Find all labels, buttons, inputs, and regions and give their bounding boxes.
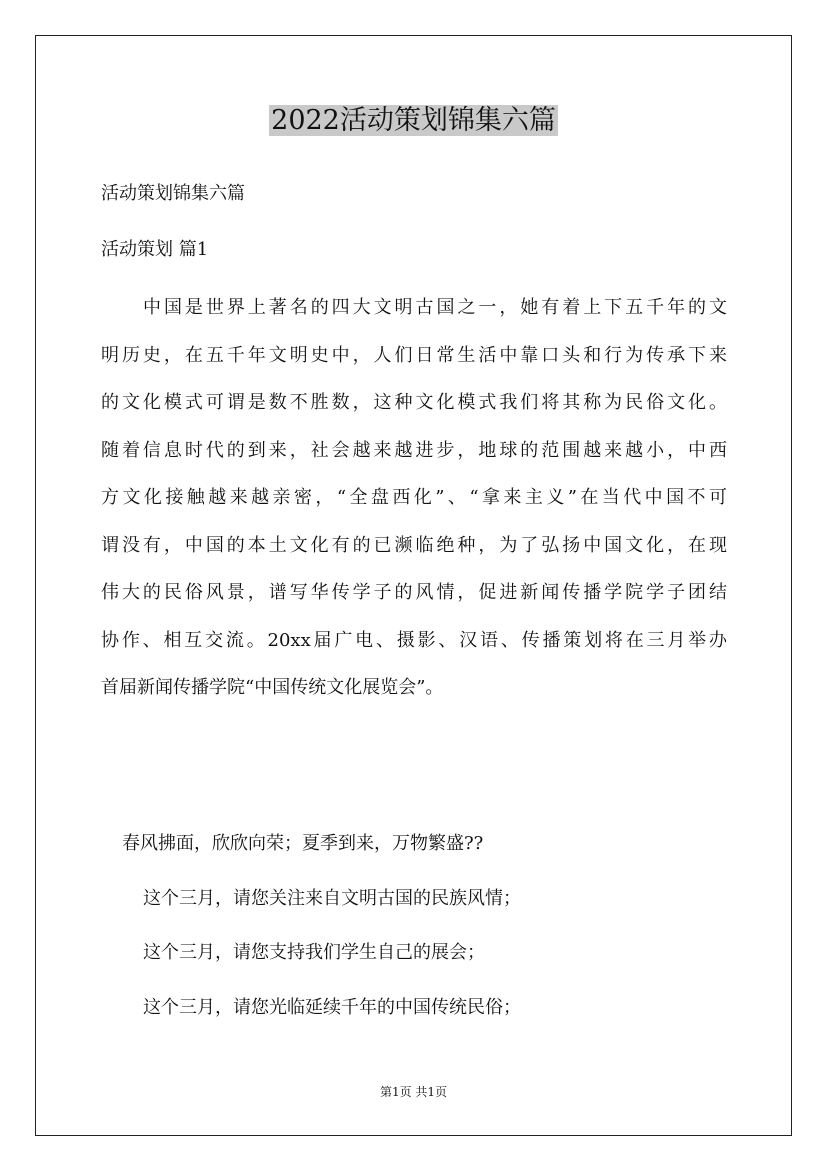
section-heading: 活动策划 篇1 [101, 239, 209, 260]
document-subtitle: 活动策划锦集六篇 [101, 183, 245, 204]
paragraph-line: 伟大的民俗风景，谱写华传学子的风情，促进新闻传播学院学子团结 [101, 582, 727, 603]
paragraph-line: 随着信息时代的到来，社会越来越进步，地球的范围越来越小，中西 [101, 439, 727, 461]
invitation-line: 这个三月，请您关注来自文明古国的民族风情； [143, 888, 521, 909]
paragraph-line: 的文化模式可谓是数不胜数，这种文化模式我们将其称为民俗文化。 [101, 392, 727, 413]
invitation-line: 这个三月，请您光临延续千年的中国传统民俗； [143, 997, 521, 1018]
invitation-line: 这个三月，请您支持我们学生自己的展会； [143, 942, 485, 963]
paragraph-line: 明历史，在五千年文明史中，人们日常生活中靠口头和行为传承下来 [101, 344, 727, 366]
paragraph-line: 中国是世界上著名的四大文明古国之一，她有着上下五千年的文 [143, 297, 727, 318]
title-text: 2022活动策划锦集六篇 [271, 105, 556, 136]
page-footer: 第1页 共1页 [379, 1085, 448, 1099]
document-title [0, 98, 827, 144]
body-paragraph [101, 284, 727, 712]
verse-line: 春风拂面，欣欣向荣；夏季到来，万物繁盛?? [122, 833, 484, 854]
paragraph-line: 首届新闻传播学院“中国传统文化展览会”。 [101, 677, 444, 698]
paragraph-line: 协作、相互交流。20xx届广电、摄影、汉语、传播策划将在三月举办 [101, 629, 727, 651]
paragraph-line: 谓没有，中国的本土文化有的已濒临绝种，为了弘扬中国文化，在现 [101, 534, 727, 556]
paragraph-line: 方文化接触越来越亲密，“全盘西化”、“拿来主义”在当代中国不可 [101, 487, 727, 508]
